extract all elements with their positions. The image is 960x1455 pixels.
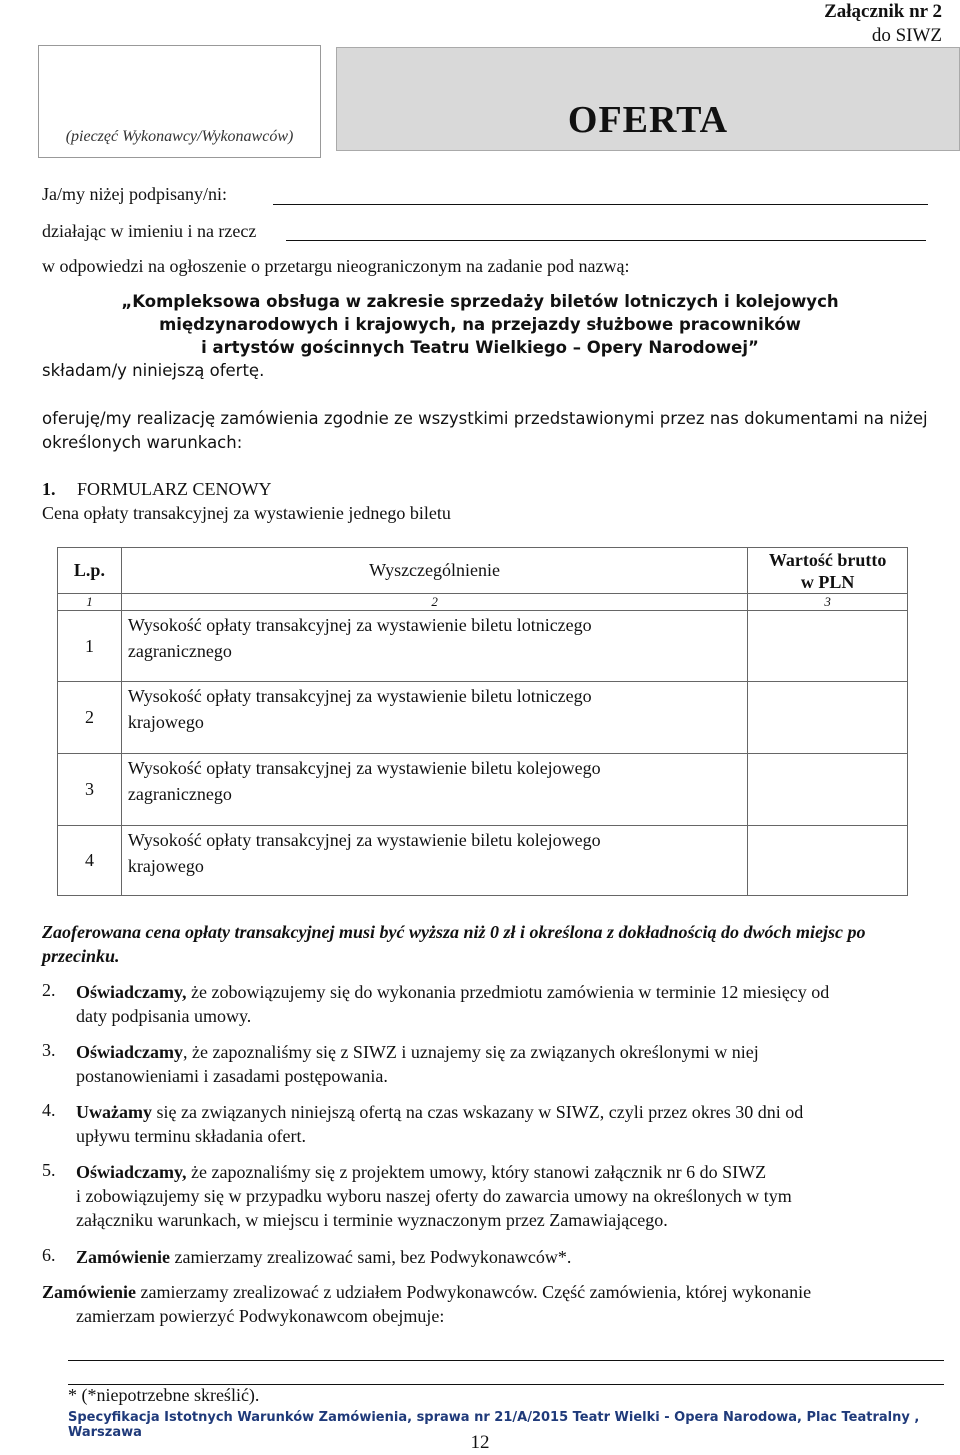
tender-subject-line: „Kompleksowa obsługa w zakresie sprzedaży biletów lotniczych i kolejowych (121, 292, 839, 311)
offer-title-box (336, 47, 960, 151)
column-number: 3 (748, 594, 908, 611)
page-title: OFERTA (567, 99, 729, 141)
column-header-description: Wyszczególnienie (121, 548, 747, 594)
row-value-input[interactable] (748, 754, 908, 826)
tender-subject-line: międzynarodowych i krajowych, na przejazdy służbowe pracowników (159, 315, 801, 334)
statement-keyword: Oświadczamy (76, 1042, 183, 1062)
contractor-stamp-box (38, 45, 321, 158)
column-number: 2 (121, 594, 747, 611)
price-notice-line: Zaoferowana cena opłaty transakcyjnej musi być wyższa niż 0 zł i określona z dokładnością do dwóch miejsc po (42, 922, 866, 942)
section-number: 1. (42, 479, 56, 499)
signatory-label: Ja/my niżej podpisany/ni: (42, 184, 227, 204)
row-description (121, 754, 747, 826)
submission-statement: składam/y niniejszą ofertę. (42, 361, 265, 380)
tender-subject (0, 290, 960, 359)
subcontract-scope-field[interactable] (68, 1360, 944, 1361)
statement-text: , że zapoznaliśmy się z SIWZ i uznajemy się za związanych określonymi w niej (183, 1042, 759, 1062)
price-notice-line: przecinku. (42, 946, 120, 966)
row-description-line: zagranicznego (127, 784, 232, 804)
statement-text: zamierzamy zrealizować z udziałem Podwykonawców. Część zamówienia, której wykonanie (136, 1282, 812, 1302)
row-lp: 3 (58, 754, 122, 826)
statement-text: się za związanych niniejszą ofertą na czas wskazany w SIWZ, czyli przez okres 30 dni od (151, 1102, 804, 1122)
row-description (121, 611, 747, 682)
offer-statement (42, 407, 928, 455)
table-row (58, 754, 908, 826)
column-header-value (748, 548, 908, 594)
row-description-line: zagranicznego (127, 641, 232, 661)
row-value-input[interactable] (748, 682, 908, 754)
row-description-line: Wysokość opłaty transakcyjnej za wystawienie biletu kolejowego (127, 758, 601, 778)
statement-3 (76, 1040, 942, 1088)
statement-keyword: Uważamy (76, 1102, 152, 1122)
statement-keyword: Zamówienie (76, 1247, 170, 1267)
table-header-row (58, 548, 908, 594)
statement-number: 5. (42, 1160, 56, 1180)
statement-text: upływu terminu składania ofert. (76, 1126, 306, 1146)
statement-number: 4. (42, 1100, 56, 1120)
statement-4 (76, 1100, 942, 1148)
stamp-label: (pieczęć Wykonawcy/Wykonawców) (65, 128, 294, 145)
row-description-line: krajowego (127, 712, 204, 732)
row-description (121, 682, 747, 754)
row-description-line: krajowego (127, 856, 204, 876)
row-value-input[interactable] (748, 611, 908, 682)
signatory-field[interactable] (273, 204, 928, 205)
price-notice (42, 920, 942, 968)
column-number: 1 (58, 594, 122, 611)
attachment-label (824, 0, 942, 48)
tender-subject-line: i artystów gościnnych Teatru Wielkiego – Opery Narodowej” (201, 338, 759, 357)
statement-number: 6. (42, 1245, 56, 1265)
offer-statement-line: określonych warunkach: (42, 433, 243, 452)
statement-6 (76, 1245, 942, 1269)
footnote: * (*niepotrzebne skreślić). (68, 1385, 260, 1405)
row-lp: 2 (58, 682, 122, 754)
statement-text: i zobowiązujemy się w przypadku wyboru naszej oferty do zawarcia umowy na określonych w tym (76, 1186, 792, 1206)
attachment-ref: do SIWZ (871, 25, 942, 46)
section-title: FORMULARZ CENOWY (77, 479, 272, 499)
price-form-table (57, 547, 908, 896)
statement-text: że zobowiązujemy się do wykonania przedmiotu zamówienia w terminie 12 miesięcy od (186, 982, 830, 1002)
statement-text: postanowieniami i zasadami postępowania. (76, 1066, 388, 1086)
attachment-number: Załącznik nr 2 (824, 1, 942, 22)
offer-statement-line: oferuję/my realizację zamówienia zgodnie ze wszystkimi przedstawionymi przez nas dokumentami na niżej (42, 409, 928, 428)
statement-keyword: Oświadczamy, (76, 982, 187, 1002)
statement-5 (76, 1160, 942, 1232)
statement-text: zamierzamy zrealizować sami, bez Podwykonawców*. (170, 1247, 572, 1267)
statement-number: 2. (42, 980, 56, 1000)
statement-keyword: Oświadczamy, (76, 1162, 187, 1182)
table-row (58, 611, 908, 682)
section-subtitle: Cena opłaty transakcyjnej za wystawienie jednego biletu (42, 503, 451, 523)
statement-keyword: Zamówienie (42, 1282, 136, 1302)
table-row (58, 682, 908, 754)
row-description (121, 826, 747, 896)
column-numbers-row (58, 594, 908, 611)
document-spec-footer: Specyfikacja Istotnych Warunków Zamówienia, sprawa nr 21/A/2015 Teatr Wielki - Opera Narodowa, Plac Teatralny , Warszawa (68, 1410, 920, 1440)
row-description-line: Wysokość opłaty transakcyjnej za wystawienie biletu kolejowego (127, 830, 601, 850)
statement-text: daty podpisania umowy. (76, 1006, 252, 1026)
column-header-value-line: w PLN (800, 571, 855, 592)
row-description-line: Wysokość opłaty transakcyjnej za wystawienie biletu lotniczego (127, 686, 592, 706)
statement-number: 3. (42, 1040, 56, 1060)
statement-text: zamierzam powierzyć Podwykonawcom obejmuje: (76, 1306, 445, 1326)
statement-2 (76, 980, 942, 1028)
row-lp: 4 (58, 826, 122, 896)
row-lp: 1 (58, 611, 122, 682)
statement-text: że zapoznaliśmy się z projektem umowy, który stanowi załącznik nr 6 do SIWZ (186, 1162, 767, 1182)
column-header-lp: L.p. (58, 548, 122, 594)
on-behalf-field[interactable] (286, 240, 926, 241)
on-behalf-label: działając w imieniu i na rzecz (42, 221, 257, 241)
subcontract-statement (42, 1280, 942, 1328)
statement-text: załączniku warunkach, w miejscu i terminie wyznaczonym przez Zamawiającego. (76, 1210, 668, 1230)
page-number: 12 (470, 1432, 490, 1453)
tender-reference: w odpowiedzi na ogłoszenie o przetargu nieograniczonym na zadanie pod nazwą: (42, 256, 630, 276)
column-header-value-line: Wartość brutto (768, 549, 887, 570)
row-description-line: Wysokość opłaty transakcyjnej za wystawienie biletu lotniczego (127, 615, 592, 635)
table-row (58, 826, 908, 896)
row-value-input[interactable] (748, 826, 908, 896)
